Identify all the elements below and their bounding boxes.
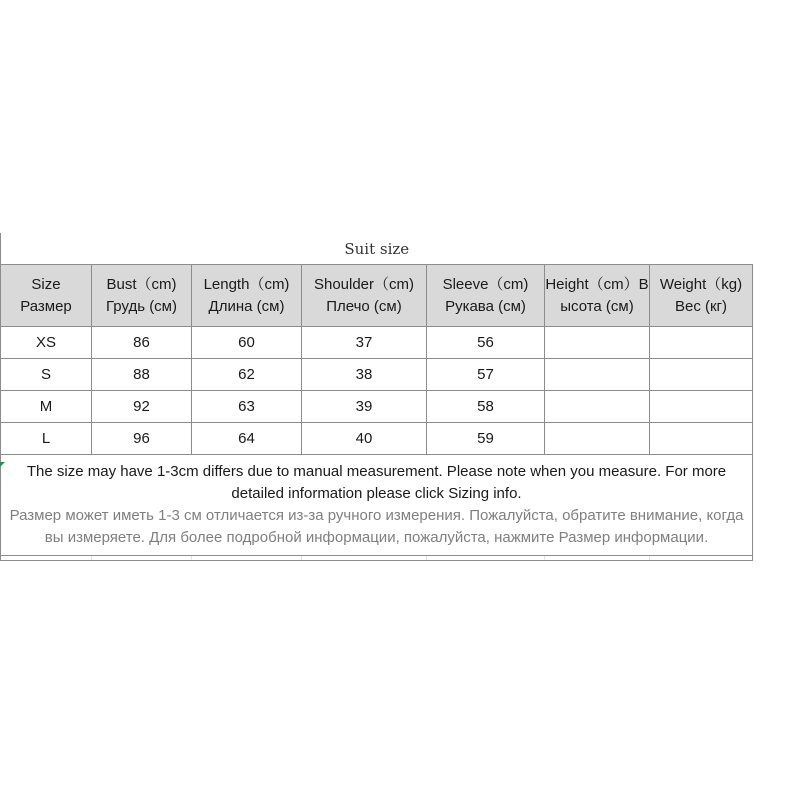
header-height (545, 265, 650, 327)
cell-weight (650, 359, 753, 391)
spacer-cell (302, 556, 427, 561)
cell-height (545, 423, 650, 455)
spacer-cell (545, 556, 650, 561)
cell-length: 62 (192, 359, 302, 391)
header-height-en: Height（cm）В (545, 275, 649, 293)
spacer-cell (92, 556, 192, 561)
size-chart (0, 233, 752, 561)
cell-bust: 86 (92, 327, 192, 359)
cell-bust: 92 (92, 391, 192, 423)
header-bust (92, 265, 192, 327)
header-shoulder-en: Shoulder（cm) (313, 275, 415, 293)
header-sleeve-en: Sleeve（cm) (442, 275, 529, 293)
cell-shoulder: 40 (302, 423, 427, 455)
header-bust-en: Bust（cm) (106, 275, 177, 293)
table-title: Suit size (1, 233, 753, 265)
cell-length: 64 (192, 423, 302, 455)
spacer-cell (427, 556, 545, 561)
header-bust-ru: Грудь (см) (106, 297, 177, 315)
cell-sleeve: 56 (427, 327, 545, 359)
cell-size: S (1, 359, 92, 391)
cell-shoulder: 39 (302, 391, 427, 423)
header-size (1, 265, 92, 327)
table-row (1, 359, 753, 391)
note-russian: Размер может иметь 1-3 см отличается из-за ручного измерения. Пожалуйста, обратите внимание, когда вы измеряете. Для более подробной информации, пожалуйста, нажмите Размер информации. (9, 507, 744, 546)
note-row (1, 455, 753, 556)
comment-marker-icon (0, 462, 5, 467)
cell-weight (650, 391, 753, 423)
spacer-cell (192, 556, 302, 561)
header-shoulder (302, 265, 427, 327)
cell-size: L (1, 423, 92, 455)
header-sleeve (427, 265, 545, 327)
cell-height (545, 327, 650, 359)
cell-shoulder: 37 (302, 327, 427, 359)
table-row (1, 327, 753, 359)
size-table (0, 233, 753, 561)
header-length-ru: Длина (см) (208, 297, 285, 315)
spacer-cell (650, 556, 753, 561)
cell-size: M (1, 391, 92, 423)
cell-length: 63 (192, 391, 302, 423)
note-english: The size may have 1-3cm differs due to manual measurement. Please note when you measure. For more detailed information please click Sizing info. (26, 463, 727, 502)
header-weight (650, 265, 753, 327)
cell-shoulder: 38 (302, 359, 427, 391)
cell-weight (650, 327, 753, 359)
cell-weight (650, 423, 753, 455)
header-length (192, 265, 302, 327)
header-sleeve-ru: Рукава (см) (445, 297, 526, 315)
spacer-row (1, 556, 753, 561)
header-size-en: Size (31, 275, 61, 293)
table-row (1, 391, 753, 423)
cell-sleeve: 59 (427, 423, 545, 455)
cell-size: XS (1, 327, 92, 359)
header-height-ru: ысота (см) (560, 297, 634, 315)
header-weight-en: Weight（kg) (659, 275, 743, 293)
header-row (1, 265, 753, 327)
cell-height (545, 391, 650, 423)
cell-sleeve: 57 (427, 359, 545, 391)
cell-length: 60 (192, 327, 302, 359)
cell-bust: 88 (92, 359, 192, 391)
header-weight-ru: Вес (кг) (674, 297, 728, 315)
header-size-ru: Размер (20, 297, 72, 315)
header-length-en: Length（cm) (203, 275, 290, 293)
cell-height (545, 359, 650, 391)
cell-sleeve: 58 (427, 391, 545, 423)
table-row (1, 423, 753, 455)
spacer-cell (1, 556, 92, 561)
header-shoulder-ru: Плечо (см) (326, 297, 402, 315)
measurement-note (1, 455, 753, 556)
cell-bust: 96 (92, 423, 192, 455)
